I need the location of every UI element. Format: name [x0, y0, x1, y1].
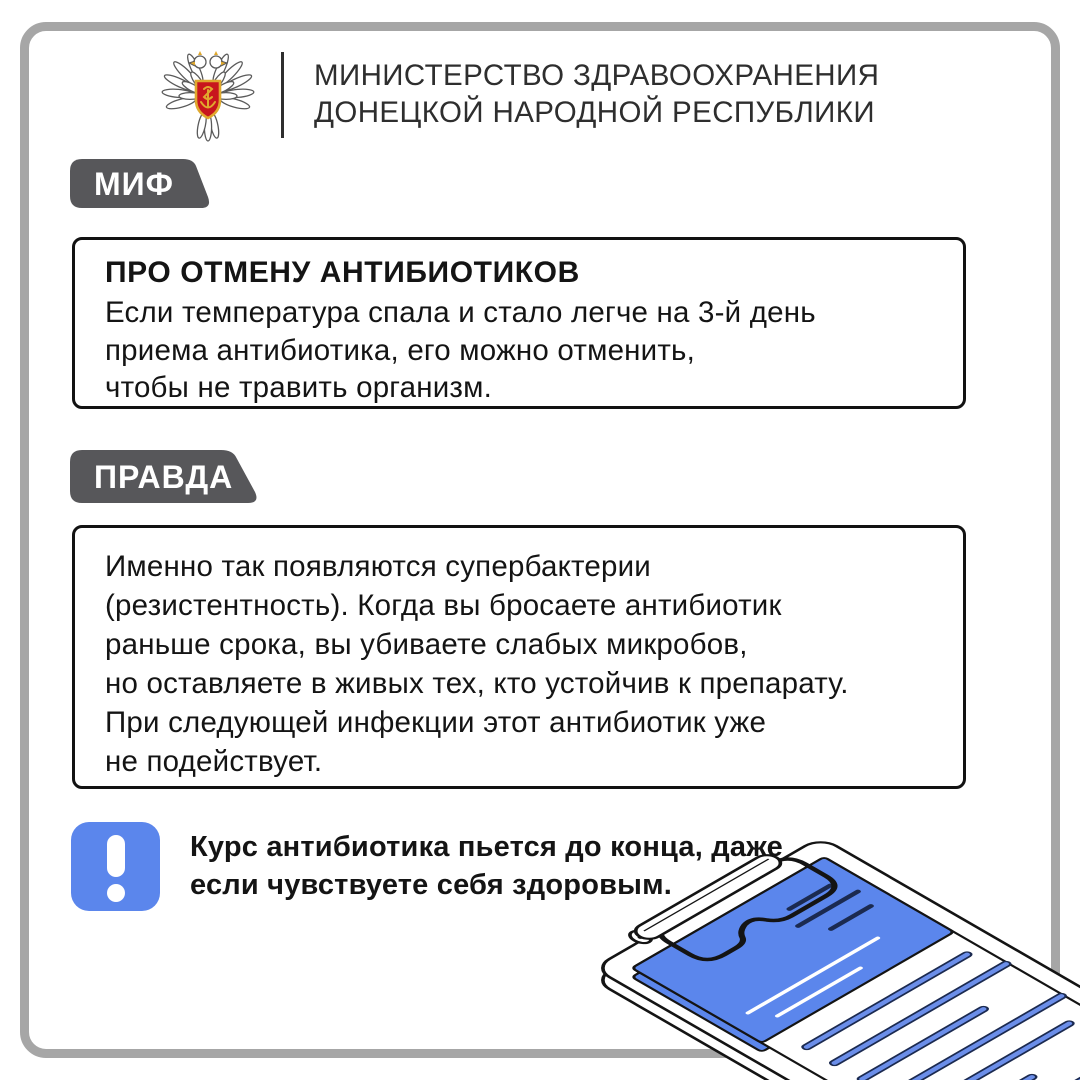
- header-divider: [281, 52, 284, 138]
- truth-line: но оставляете в живых тех, кто устойчив к препарату.: [105, 667, 849, 700]
- truth-line: Именно так появляются супербактерии: [105, 550, 651, 583]
- ministry-title-line2: ДОНЕЦКОЙ НАРОДНОЙ РЕСПУБЛИКИ: [314, 96, 875, 129]
- truth-box: [72, 525, 966, 789]
- myth-line: чтобы не травить организм.: [105, 371, 493, 404]
- truth-line: При следующей инфекции этот антибиотик уже: [105, 706, 767, 739]
- truth-line: (резистентность). Когда вы бросаете антибиотик: [105, 589, 782, 622]
- note-text-line2: если чувствуете себя здоровым.: [190, 869, 673, 901]
- myth-badge: [70, 159, 212, 208]
- truth-line: раньше срока, вы убиваете слабых микробов,: [105, 628, 748, 661]
- truth-badge: [70, 450, 260, 503]
- myth-title: ПРО ОТМЕНУ АНТИБИОТИКОВ: [105, 256, 580, 289]
- ministry-title: [314, 57, 879, 131]
- myth-badge-label: МИФ: [94, 166, 174, 202]
- truth-line: не подействует.: [105, 745, 323, 778]
- exclamation-dot: [107, 884, 125, 902]
- exclamation-bar: [107, 835, 125, 877]
- truth-badge-label: ПРАВДА: [94, 459, 234, 495]
- ministry-title-line1: МИНИСТЕРСТВО ЗДРАВООХРАНЕНИЯ: [314, 59, 880, 92]
- myth-box: [72, 237, 966, 409]
- exclamation-icon: [71, 822, 160, 911]
- myth-line: Если температура спала и стало легче на 3-й день: [105, 296, 816, 329]
- myth-line: приема антибиотика, его можно отменить,: [105, 333, 696, 367]
- ministry-emblem-eagle-icon: [156, 44, 260, 144]
- clipboard-illustration: [600, 833, 1080, 1080]
- note-text-line1: Курс антибиотика пьется до конца, даже: [190, 831, 783, 863]
